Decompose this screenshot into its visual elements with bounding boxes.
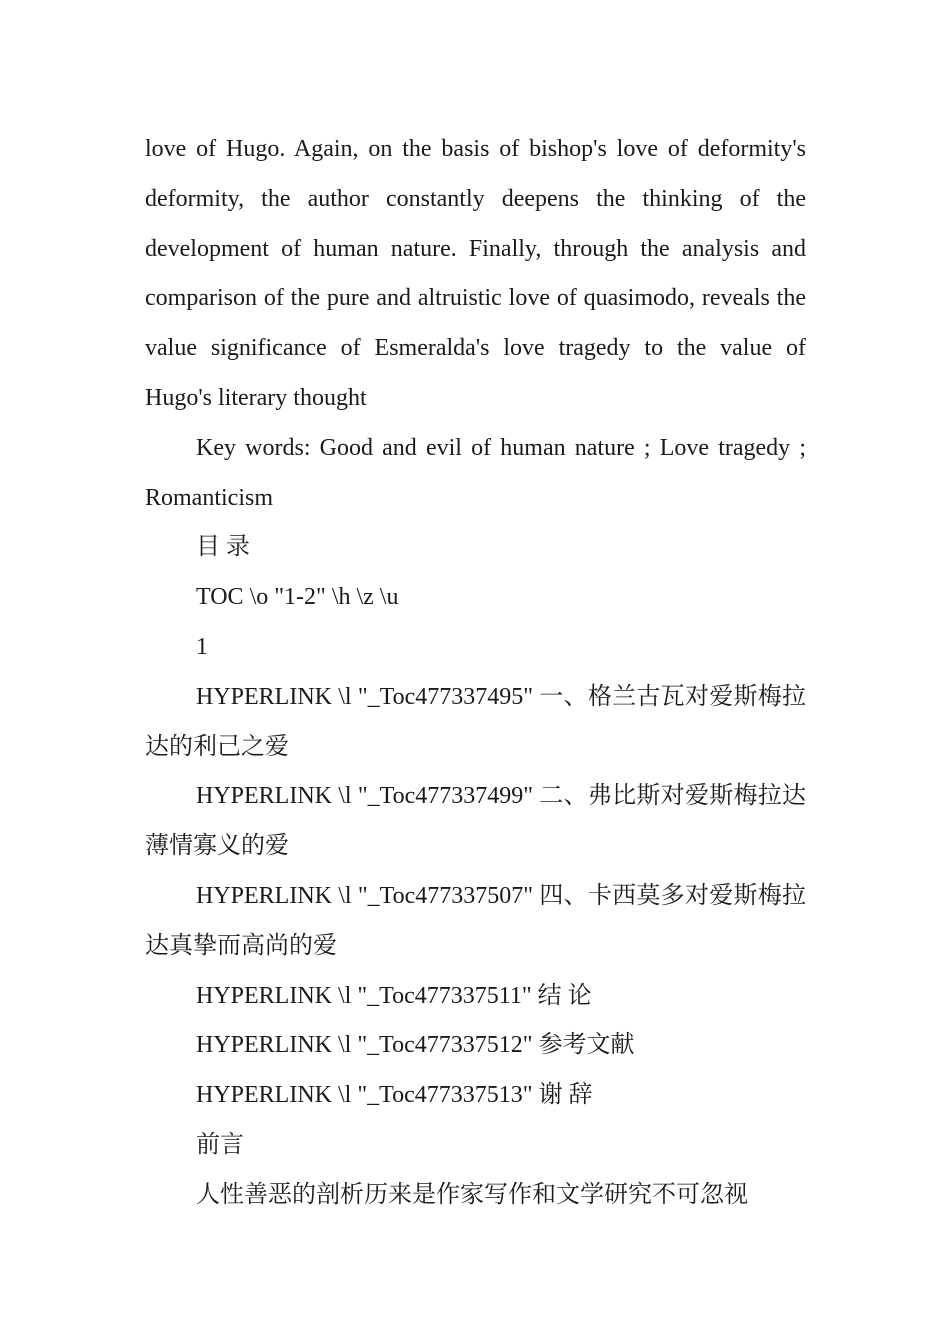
- toc-entry[interactable]: HYPERLINK \l "_Toc477337507" 四、卡西莫多对爱斯梅拉达真挚而高尚的爱: [145, 882, 806, 959]
- preface-first-line: 人性善恶的剖析历来是作家写作和文学研究不可忽视: [196, 1181, 748, 1208]
- preface-heading: 前言: [196, 1131, 244, 1158]
- toc-entry[interactable]: HYPERLINK \l "_Toc477337495" 一、格兰古瓦对爱斯梅拉达的利己之爱: [145, 683, 806, 760]
- toc-field-code: TOC \o "1-2" \h \z \u: [196, 584, 399, 611]
- toc-entry[interactable]: HYPERLINK \l "_Toc477337513" 谢 辞: [196, 1082, 593, 1109]
- toc-heading: 目 录: [196, 534, 250, 561]
- toc-entry[interactable]: HYPERLINK \l "_Toc477337499" 二、弗比斯对爱斯梅拉达薄情寡义的爱: [145, 783, 806, 860]
- document-page: [145, 125, 806, 1221]
- abstract-continuation: love of Hugo. Again, on the basis of bishop's love of deformity's deformity, the author constantly deepens the thinking of the development of human nature. Finally, through the analysis and comparison of the pure and altruistic love of quasimodo, reveals the value significance of Esmeralda's love tragedy to the value of Hugo's literary thought: [145, 136, 806, 411]
- keywords-line: Key words: Good and evil of human nature ; Love tragedy ; Romanticism: [145, 434, 806, 511]
- toc-page-number: 1: [196, 633, 208, 660]
- toc-entry[interactable]: HYPERLINK \l "_Toc477337512" 参考文献: [196, 1032, 635, 1059]
- toc-entry[interactable]: HYPERLINK \l "_Toc477337511" 结 论: [196, 982, 592, 1009]
